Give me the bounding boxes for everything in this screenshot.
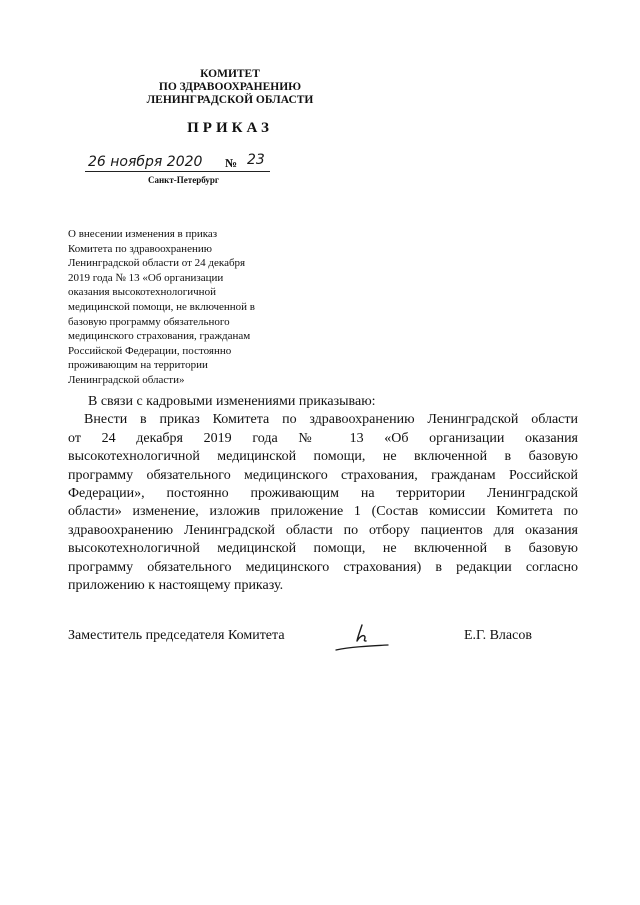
order-body: [68, 393, 578, 595]
header-line-3: ЛЕНИНГРАДСКОЙ ОБЛАСТИ: [146, 94, 314, 106]
body-line-last: приложению к настоящему приказу.: [68, 578, 284, 594]
subject-line: проживающим на территории: [68, 359, 208, 372]
document-title: ПРИКАЗ: [187, 120, 273, 136]
body-line: здравоохранению Ленинградской области по отбору пациентов для оказания: [68, 522, 578, 538]
order-subject: [68, 227, 300, 388]
committee-header: [80, 68, 380, 107]
body-line: от 24 декабря 2019 года № 13 «Об организации оказания: [68, 430, 578, 446]
subject-line: Комитета по здравоохранению: [68, 242, 212, 255]
subject-line: медицинской помощи, не включенной в: [68, 300, 256, 313]
city-label: Санкт-Петербург: [148, 175, 219, 185]
subject-line: 2019 года № 13 «Об организации: [68, 271, 224, 284]
body-line: высокотехнологичной медицинской помощи, не включенной в базовую: [68, 449, 578, 465]
signature-block: [68, 628, 548, 668]
order-number: 23: [247, 152, 265, 168]
body-intro: В связи с кадровыми изменениями приказываю:: [88, 394, 376, 409]
subject-line: О внесении изменения в приказ: [68, 228, 218, 240]
order-underline: [85, 171, 270, 172]
signatory-name: Е.Г. Власов: [464, 628, 532, 643]
subject-line: оказания высокотехнологичной: [68, 286, 216, 299]
body-line: Федерации», постоянно проживающим на территории Ленинградской: [68, 486, 578, 502]
handwritten-signature: [330, 622, 392, 656]
subject-line: медицинского страхования, гражданам: [68, 330, 251, 343]
body-line: программу обязательного медицинского страхования, гражданам Российской: [68, 467, 578, 483]
order-date: 26 ноября 2020: [88, 154, 203, 170]
body-line: высокотехнологичной медицинской помощи, не включенной в базовую: [68, 541, 578, 557]
order-number-sign: №: [225, 156, 238, 170]
body-line: области» изменение, изложив приложение 1 (Состав комиссии Комитета по: [68, 504, 578, 520]
subject-line: базовую программу обязательного: [68, 315, 230, 328]
header-line-2: ПО ЗДРАВООХРАНЕНИЮ: [158, 81, 302, 93]
subject-line: Российской Федерации, постоянно: [68, 344, 232, 357]
subject-line: Ленинградской области от 24 декабря: [68, 257, 246, 270]
signatory-position: Заместитель председателя Комитета: [68, 628, 285, 643]
body-line: Внести в приказ Комитета по здравоохранению Ленинградской области: [84, 412, 578, 428]
header-line-1: КОМИТЕТ: [200, 68, 260, 80]
subject-line: Ленинградской области»: [68, 373, 185, 386]
body-line: программу обязательного медицинского страхования) в редакции согласно: [68, 559, 578, 575]
